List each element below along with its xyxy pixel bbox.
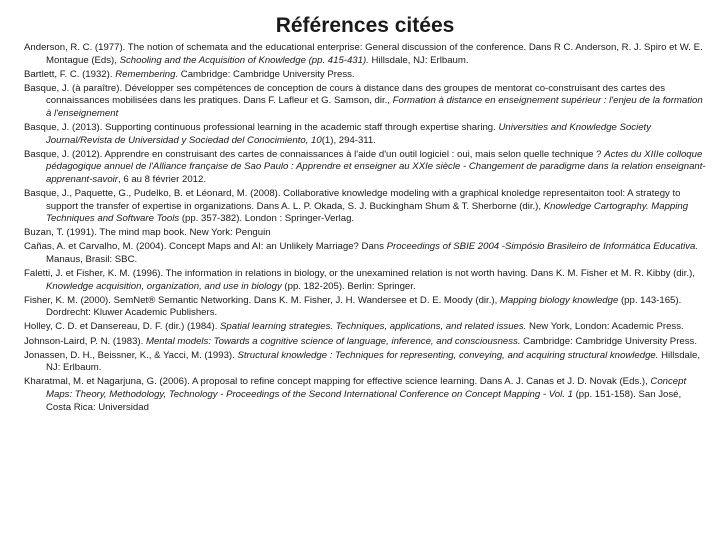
reference-item: Anderson, R. C. (1977). The notion of schemata and the educational enterprise: General discussion of the conference. Dans R C. Anderson, R. J. Spiro et W. E. Montague (Eds), Schooling and the Acquisition of Knowledge (pp. 415-431). Hillsdale, NJ: Erlbaum. [24,42,703,66]
reference-item: Kharatmal, M. et Nagarjuna, G. (2006). A proposal to refine concept mapping for effective science learning. Dans A. J. Canas et J. D. Novak (Eds.), Concept Maps: Theory, Methodology, Technology - Proceedings of the Second International Conference on Concept Mapping - Vol. 1 (pp. 151-158). San José, Costa Rica: Universidad [24,376,687,413]
reference-item: Holley, C. D. et Dansereau, D. F. (dir.) (1984). Spatial learning strategies. Techniques, applications, and related issues. New York, London: Academic Press. [24,321,684,333]
reference-item: Bartlett, F. C. (1932). Remembering. Cambridge: Cambridge University Press. [24,68,355,80]
reference-item: Basque, J., Paquette, G., Pudelko, B. et Léonard, M. (2008). Collaborative knowledge modeling with a graphical knoledge representaiton tool: A strategy to support the transfer of expertise in organizations. Dans A. L. P. Okada, S. J. Buckingham Shum & T. Sherborne (dir.), Knowledge Cartography. Mapping Techniques and Software Tools (pp. 357-382). London : Springer-Verlag. [24,188,689,225]
reference-item: Cañas, A. et Carvalho, M. (2004). Concept Maps and AI: an Unlikely Marriage? Dans Proceedings of SBIE 2004 -Simpósio Brasileiro de Informática Educativa. Manaus, Brasil: SBC. [24,241,699,265]
reference-item: Buzan, T. (1991). The mind map book. New York: Penguin [24,227,271,239]
reference-item: Johnson-Laird, P. N. (1983). Mental models: Towards a cognitive science of language, inference, and consciousness. Cambridge: Cambridge University Press. [24,335,697,347]
reference-item: Basque, J. (2013). Supporting continuous professional learning in the academic staff through expertise sharing. Universities and Knowledge Society Journal/Revista de Universidad y Sociedad del Conocimiento, 10(1), 294-311. [24,122,652,146]
reference-item: Faletti, J. et Fisher, K. M. (1996). The information in relations in biology, or the unexamined relation is not worth having. Dans K. M. Fisher et M. R. Kibby (dir.), Knowledge acquisition, organization, and use in biology (pp. 182-205). Berlin: Springer. [24,268,695,292]
reference-item: Basque, J. (à paraître). Développer ses compétences de conception de cours à distance dans des groupes de mentorat co-construisant des cartes des connaissances mobilisées dans les pratiques. Dans F. Lafleur et G. Samson, dir., Formation à distance en enseignement supérieur : l'enjeu de la formation à l'enseignement [24,82,703,119]
page-title: Références citées [275,14,455,37]
reference-list [24,42,706,414]
reference-item: Basque, J. (2012). Apprendre en construisant des cartes de connaissances à l'aide d'un outil logiciel : oui, mais selon quelle technique ? Actes du XIIIe colloque pédagogique annuel de l'Alliance française de Sao Paulo : Apprendre et enseigner au XXIe siècle - Changement de paradigme dans la relation enseignant-apprenant-savoir, 6 au 8 février 2012. [24,148,706,185]
reference-item: Jonassen, D. H., Beissner, K., & Yacci, M. (1993). Structural knowledge : Techniques for representing, conveying, and acquiring structural knowledge. Hillsdale, NJ: Erlbaum. [24,349,701,374]
reference-item: Fisher, K. M. (2000). SemNet® Semantic Networking. Dans K. M. Fisher, J. H. Wandersee et D. E. Moody (dir.), Mapping biology knowledge (pp. 143-165). Dordrecht: Kluwer Academic Publishers. [24,294,682,319]
